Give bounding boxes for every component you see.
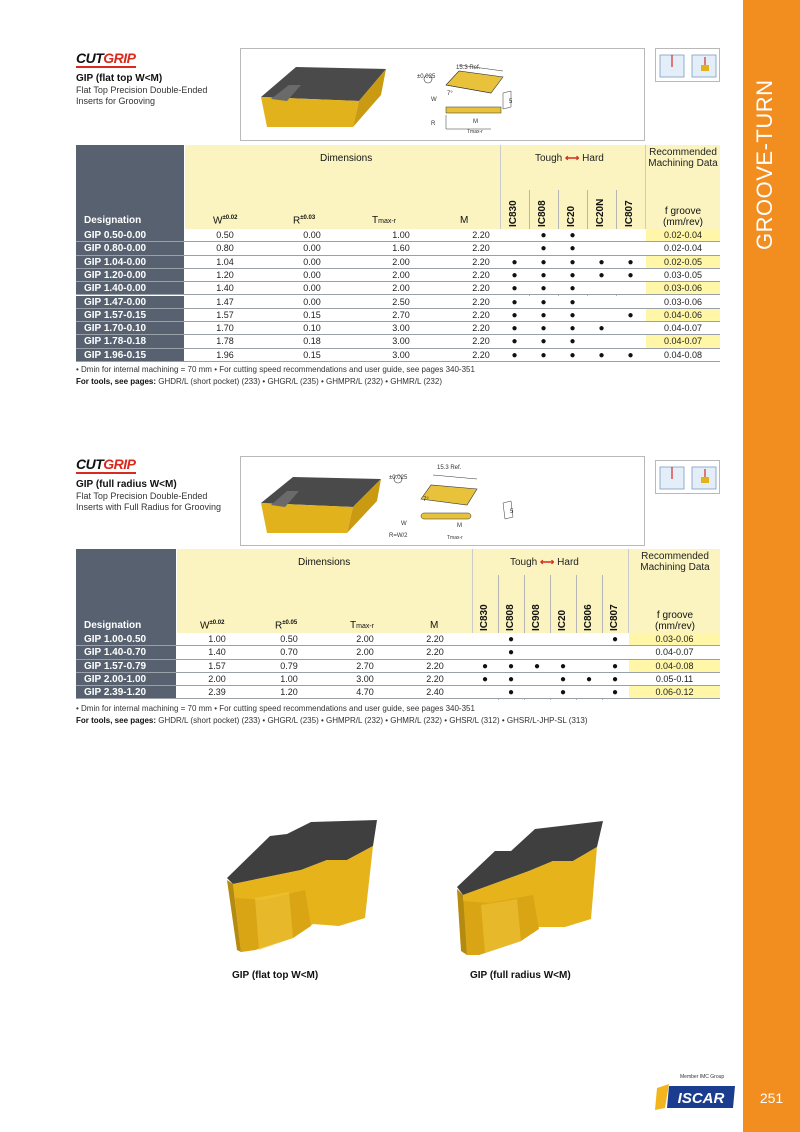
page-number: 251: [759, 1090, 784, 1106]
grade-availability-dot: ●: [507, 660, 515, 672]
table-row: [76, 673, 720, 686]
svg-text:Tmax-r: Tmax-r: [467, 129, 483, 135]
grade-availability-dot: ●: [540, 256, 547, 268]
grade-availability-dot: ●: [598, 269, 605, 281]
dim-cell-t: 3.00: [356, 673, 374, 684]
svg-text:15.3 Ref.: 15.3 Ref.: [456, 65, 481, 71]
dim-cell-m: 2.20: [472, 269, 490, 280]
svg-text:5: 5: [509, 99, 513, 105]
member-text: Member IMC Group: [680, 1074, 725, 1080]
grade-availability-dot: [524, 646, 550, 659]
dim-cell-w: 0.80: [216, 243, 234, 254]
feed-cell: 0.04-0.08: [629, 660, 720, 673]
grade-availability-dot: ●: [540, 269, 547, 281]
feed-cell: 0.02-0.05: [646, 256, 720, 269]
dim-cell-r: 0.00: [303, 296, 321, 307]
grade-availability-dot: [500, 242, 529, 255]
dim-cell-r: 0.79: [280, 660, 298, 671]
svg-text:M: M: [473, 119, 478, 125]
grade-availability-dot: [472, 646, 498, 659]
dim-cell-t: 2.70: [392, 309, 410, 320]
table1-header-dimensions-bg: [185, 145, 720, 229]
grade-availability-dot: ●: [611, 687, 619, 699]
designation-cell: GIP 1.57-0.79: [76, 660, 176, 673]
grade-availability-dot: ●: [511, 283, 518, 295]
dim-cell-m: 2.20: [472, 309, 490, 320]
grade-availability-dot: ●: [569, 269, 576, 281]
designation-cell: GIP 0.80-0.00: [76, 242, 184, 255]
table1-rec-label: Recommended Machining Data: [648, 147, 718, 169]
table2-r-label: $R^{\pm 0.05}$: [275, 620, 298, 632]
table2-tough-hard: Tough ⟷ Hard: [510, 557, 579, 568]
dim-cell-t: 3.00: [392, 349, 410, 360]
grade-availability-dot: [587, 296, 616, 309]
grade-availability-dot: ●: [569, 230, 576, 241]
iscar-logo: [655, 1082, 737, 1112]
svg-text:7°: 7°: [423, 497, 429, 503]
grade-availability-dot: [587, 282, 616, 295]
grade-availability-dot: ●: [559, 660, 567, 672]
grade-availability-dot: [576, 646, 602, 659]
designation-cell: GIP 1.40-0.00: [76, 282, 184, 295]
grade-availability-dot: ●: [511, 256, 518, 268]
feed-cell: 0.02-0.04: [663, 243, 703, 254]
grade-availability-dot: [524, 686, 550, 699]
designation-cell: GIP 2.00-1.00: [76, 673, 176, 686]
table2-grade-ic830: IC830: [479, 604, 490, 631]
designation-cell: GIP 1.40-0.70: [76, 646, 176, 659]
table1-note: • Dmin for internal machining = 70 mm • For cutting speed recommendations and user guide, see pages 340-351: [76, 365, 475, 374]
table2-t-label: Tmax-r: [350, 620, 374, 631]
svg-text:R=W/2: R=W/2: [389, 533, 408, 539]
designation-cell: GIP 1.04-0.00: [76, 256, 184, 269]
table-row: [76, 229, 720, 242]
dim-cell-w: 1.70: [216, 323, 234, 334]
grade-availability-dot: ●: [540, 336, 547, 348]
grade-availability-dot: [587, 229, 616, 242]
dim-cell-m: 2.20: [472, 336, 490, 347]
dim-cell-m: 2.20: [472, 323, 490, 334]
application-icons-2: [655, 460, 720, 494]
iscar-logo-text: ISCAR: [677, 1090, 725, 1107]
feed-cell: 0.03-0.06: [629, 633, 720, 646]
table2-designation-label: Designation: [84, 620, 142, 631]
table1-grade-ic20n: IC20N: [595, 198, 606, 227]
table1-tough-hard: Tough ⟷ Hard: [535, 153, 604, 164]
table-row: [76, 242, 720, 255]
grade-availability-dot: [616, 242, 645, 255]
table1-grade-ic20: IC20: [566, 205, 577, 227]
svg-text:R: R: [431, 121, 436, 127]
table2-m-label: M: [430, 620, 439, 631]
grade-availability-dot: ●: [540, 283, 547, 295]
designation-cell: GIP 1.20-0.00: [76, 269, 184, 282]
feed-cell: 0.03-0.06: [646, 282, 720, 295]
dim-cell-m: 2.20: [472, 256, 490, 267]
table-row: [76, 686, 720, 699]
grade-availability-dot: ●: [627, 349, 634, 361]
grade-availability-dot: ●: [569, 336, 576, 348]
table1-designation-label: Designation: [84, 215, 142, 226]
grade-availability-dot: [472, 686, 498, 699]
feed-cell: 0.04-0.08: [663, 349, 703, 360]
photo-caption-right: GIP (full radius W<M): [470, 970, 571, 981]
table1-w-label: $W^{\pm 0.02}$: [213, 215, 238, 227]
grade-availability-dot: ●: [598, 323, 605, 335]
table2-grade-ic908: IC908: [531, 604, 542, 631]
grade-availability-dot: [550, 646, 576, 659]
table2-header-dim-divider: [472, 549, 473, 633]
dim-cell-t: 3.00: [392, 336, 410, 347]
section-side-title: GROOVE-TURN: [752, 79, 777, 250]
dim-cell-t: 2.00: [356, 647, 374, 658]
dim-cell-m: 2.20: [426, 660, 444, 671]
dim-cell-t: 2.50: [392, 296, 410, 307]
table1-t-label: Tmax-r: [372, 215, 396, 226]
dim-cell-r: 0.00: [303, 269, 321, 280]
dim-cell-w: 1.40: [208, 647, 226, 658]
feed-cell: 0.03-0.06: [663, 296, 703, 307]
table2-tools: For tools, see pages: GHDR/L (short pocket) (233) • GHGR/L (235) • GHMPR/L (232) • GHMR/L (232) • GHSR/L (312) • GHSR/L-JHP-SL (313): [76, 716, 588, 725]
dim-cell-m: 2.40: [426, 687, 444, 698]
insert-drawing-1: [240, 48, 645, 141]
dim-cell-r: 0.10: [303, 323, 321, 334]
grade-availability-dot: ●: [540, 296, 547, 308]
grade-availability-dot: [500, 229, 529, 242]
dim-cell-t: 3.00: [392, 323, 410, 334]
table1-tools: For tools, see pages: GHDR/L (short pocket) (233) • GHGR/L (235) • GHMPR/L (232) • GHMR/L (232): [76, 377, 442, 386]
grade-availability-dot: ●: [507, 687, 515, 699]
table2-header-rec-divider: [628, 549, 629, 633]
feed-cell: 0.02-0.04: [646, 229, 720, 242]
grade-availability-dot: [524, 633, 550, 646]
svg-text:M: M: [457, 523, 462, 529]
table-row: [76, 296, 720, 309]
table2-w-label: $W^{\pm 0.02}$: [200, 620, 225, 632]
table2-dimensions-label: Dimensions: [298, 557, 351, 568]
grade-availability-dot: ●: [569, 309, 576, 321]
dim-cell-t: 1.60: [392, 243, 410, 254]
table1-header-dim-divider: [500, 145, 501, 229]
dim-cell-w: 1.57: [208, 660, 226, 671]
svg-text:Tmax-r: Tmax-r: [447, 535, 463, 541]
grade-availability-dot: ●: [540, 309, 547, 321]
dim-cell-m: 2.20: [426, 673, 444, 684]
dim-cell-w: 2.39: [208, 687, 226, 698]
grade-availability-dot: ●: [511, 349, 518, 361]
table-row: [76, 322, 720, 335]
dim-cell-r: 0.70: [280, 647, 298, 658]
dim-cell-t: 2.70: [356, 660, 374, 671]
table-row: [76, 269, 720, 282]
svg-text:7°: 7°: [447, 91, 453, 97]
dim-cell-w: 1.40: [216, 283, 234, 294]
table1-m-label: M: [460, 215, 469, 226]
dim-cell-t: 2.00: [392, 269, 410, 280]
dim-cell-m: 2.20: [472, 230, 490, 240]
designation-cell: GIP 1.96-0.15: [76, 349, 184, 362]
grade-availability-dot: ●: [540, 230, 547, 241]
dim-cell-t: 2.00: [356, 634, 374, 644]
grade-availability-dot: ●: [598, 349, 605, 361]
grade-availability-dot: ●: [569, 243, 576, 255]
dim-cell-t: 1.00: [392, 230, 410, 240]
grade-availability-dot: ●: [481, 660, 489, 672]
table2-grade-ic808: IC808: [505, 604, 516, 631]
table2-note: • Dmin for internal machining = 70 mm • For cutting speed recommendations and user guide, see pages 340-351: [76, 704, 475, 713]
grade-availability-dot: [472, 633, 498, 646]
grade-availability-dot: [616, 335, 645, 348]
table2-fgroove-label: f groove (mm/rev): [655, 610, 695, 632]
grade-availability-dot: ●: [511, 296, 518, 308]
grade-availability-dot: ●: [481, 673, 489, 685]
dim-cell-r: 1.20: [280, 687, 298, 698]
grade-availability-dot: ●: [511, 323, 518, 335]
grade-availability-dot: ●: [511, 269, 518, 281]
photo-caption-left: GIP (flat top W<M): [232, 970, 319, 981]
feed-cell: 0.05-0.11: [655, 673, 694, 684]
svg-text:W: W: [431, 97, 437, 103]
dim-cell-r: 0.00: [303, 243, 321, 254]
dim-cell-t: 2.00: [392, 256, 410, 267]
grade-availability-dot: [602, 646, 628, 659]
grade-availability-dot: [576, 660, 602, 673]
grade-availability-dot: [587, 242, 616, 255]
grade-availability-dot: ●: [611, 660, 619, 672]
feed-cell: 0.06-0.12: [629, 686, 720, 699]
grade-availability-dot: ●: [511, 336, 518, 348]
feed-cell: 0.04-0.07: [663, 323, 703, 334]
grade-availability-dot: ●: [627, 269, 634, 281]
grade-availability-dot: ●: [511, 309, 518, 321]
application-icons-1: [655, 48, 720, 82]
table2-grade-ic20: IC20: [557, 609, 568, 631]
insert-photo-flat-top: [215, 800, 385, 960]
table-row: [76, 309, 720, 322]
feed-cell: 0.03-0.05: [663, 269, 703, 280]
table-row: [76, 349, 720, 362]
dim-cell-m: 2.20: [426, 634, 444, 644]
feed-cell: 0.04-0.07: [655, 647, 694, 658]
cutgrip-logo-2: CUTGRIP: [76, 456, 136, 472]
table-row: [76, 646, 720, 659]
table1-dimensions-label: Dimensions: [320, 153, 373, 164]
dim-cell-m: 2.20: [472, 349, 490, 360]
grade-availability-dot: ●: [569, 349, 576, 361]
grade-availability-dot: ●: [569, 283, 576, 295]
dim-cell-r: 0.00: [303, 283, 321, 294]
grade-availability-dot: ●: [585, 673, 593, 685]
grade-availability-dot: ●: [598, 256, 605, 268]
grade-availability-dot: [587, 335, 616, 348]
dim-cell-w: 1.57: [216, 309, 234, 320]
designation-cell: GIP 2.39-1.20: [76, 686, 176, 699]
dim-cell-w: 1.78: [216, 336, 234, 347]
grade-availability-dot: ●: [559, 673, 567, 685]
grade-availability-dot: [616, 282, 645, 295]
dim-cell-w: 1.20: [216, 269, 234, 280]
table1-grade-ic807: IC807: [624, 200, 635, 227]
table-row: [76, 633, 720, 646]
table1-grade-ic808: IC808: [537, 200, 548, 227]
insert-photo-full-radius: [445, 805, 615, 965]
grade-availability-dot: ●: [507, 634, 515, 645]
designation-cell: GIP 1.47-0.00: [76, 296, 184, 309]
table-row: [76, 282, 720, 295]
designation-cell: GIP 0.50-0.00: [76, 229, 184, 242]
table2-grade-ic806: IC806: [583, 604, 594, 631]
svg-text:±0.025: ±0.025: [389, 475, 408, 481]
dim-cell-w: 1.00: [208, 634, 226, 644]
designation-cell: GIP 1.78-0.18: [76, 335, 184, 348]
grade-availability-dot: ●: [540, 323, 547, 335]
grade-availability-dot: ●: [540, 243, 547, 255]
grade-availability-dot: ●: [533, 660, 541, 672]
grade-availability-dot: ●: [507, 673, 515, 685]
grade-availability-dot: ●: [611, 673, 619, 685]
dim-cell-r: 0.00: [303, 256, 321, 267]
cutgrip-logo: CUTGRIP: [76, 50, 136, 66]
section1-subtitle: Flat Top Precision Double-Ended Inserts for Grooving: [76, 85, 208, 106]
svg-text:±0.025: ±0.025: [417, 74, 436, 80]
dim-cell-t: 4.70: [356, 687, 374, 698]
grade-availability-dot: [616, 322, 645, 335]
svg-text:W: W: [401, 521, 407, 527]
designation-cell: GIP 1.00-0.50: [76, 633, 176, 646]
dim-cell-r: 0.50: [280, 634, 298, 644]
grade-availability-dot: ●: [569, 256, 576, 268]
svg-text:15.3 Ref.: 15.3 Ref.: [437, 465, 462, 471]
grade-availability-dot: [550, 633, 576, 646]
grade-availability-dot: [616, 296, 645, 309]
dim-cell-w: 1.04: [216, 256, 234, 267]
table2-rec-label: Recommended Machining Data: [640, 551, 710, 573]
grade-availability-dot: [576, 633, 602, 646]
grade-availability-dot: [576, 686, 602, 699]
section2-title: GIP (full radius W<M): [76, 479, 177, 490]
grade-availability-dot: ●: [627, 256, 634, 268]
table-row: [76, 256, 720, 269]
table-row: [76, 335, 720, 348]
dim-cell-t: 2.00: [392, 283, 410, 294]
dim-cell-w: 2.00: [208, 673, 226, 684]
dim-cell-r: 0.15: [303, 349, 321, 360]
svg-text:5: 5: [510, 509, 514, 515]
grade-availability-dot: [524, 673, 550, 686]
section2-subtitle: Flat Top Precision Double-Ended Inserts with Full Radius for Grooving: [76, 491, 222, 512]
section1-title: GIP (flat top W<M): [76, 73, 163, 84]
dim-cell-r: 0.15: [303, 309, 321, 320]
table1-fgroove-label: f groove (mm/rev): [663, 206, 703, 228]
dim-cell-r: 1.00: [280, 673, 298, 684]
table1-r-label: $R^{\pm 0.03}$: [293, 215, 316, 227]
grade-availability-dot: [587, 309, 616, 322]
feed-cell: 0.04-0.07: [646, 335, 720, 348]
dim-cell-r: 0.00: [303, 230, 321, 240]
dim-cell-m: 2.20: [472, 243, 490, 254]
dim-cell-m: 2.20: [472, 283, 490, 294]
dim-cell-r: 0.18: [303, 336, 321, 347]
dim-cell-w: 0.50: [216, 230, 234, 240]
grade-availability-dot: ●: [611, 634, 619, 645]
grade-availability-dot: ●: [559, 687, 567, 699]
dim-cell-m: 2.20: [426, 647, 444, 658]
dim-cell-w: 1.47: [216, 296, 234, 307]
dim-cell-m: 2.20: [472, 296, 490, 307]
grade-availability-dot: ●: [569, 323, 576, 335]
grade-availability-dot: ●: [569, 296, 576, 308]
grade-availability-dot: ●: [627, 309, 634, 321]
dim-cell-w: 1.96: [216, 349, 234, 360]
insert-drawing-2: [240, 456, 645, 546]
table1-grade-ic830: IC830: [508, 200, 519, 227]
grade-availability-dot: ●: [507, 647, 515, 659]
table-row: [76, 660, 720, 673]
feed-cell: 0.04-0.06: [646, 309, 720, 322]
designation-cell: GIP 1.57-0.15: [76, 309, 184, 322]
designation-cell: GIP 1.70-0.10: [76, 322, 184, 335]
grade-availability-dot: ●: [540, 349, 547, 361]
grade-availability-dot: [616, 229, 645, 242]
table2-grade-ic807: IC807: [609, 604, 620, 631]
